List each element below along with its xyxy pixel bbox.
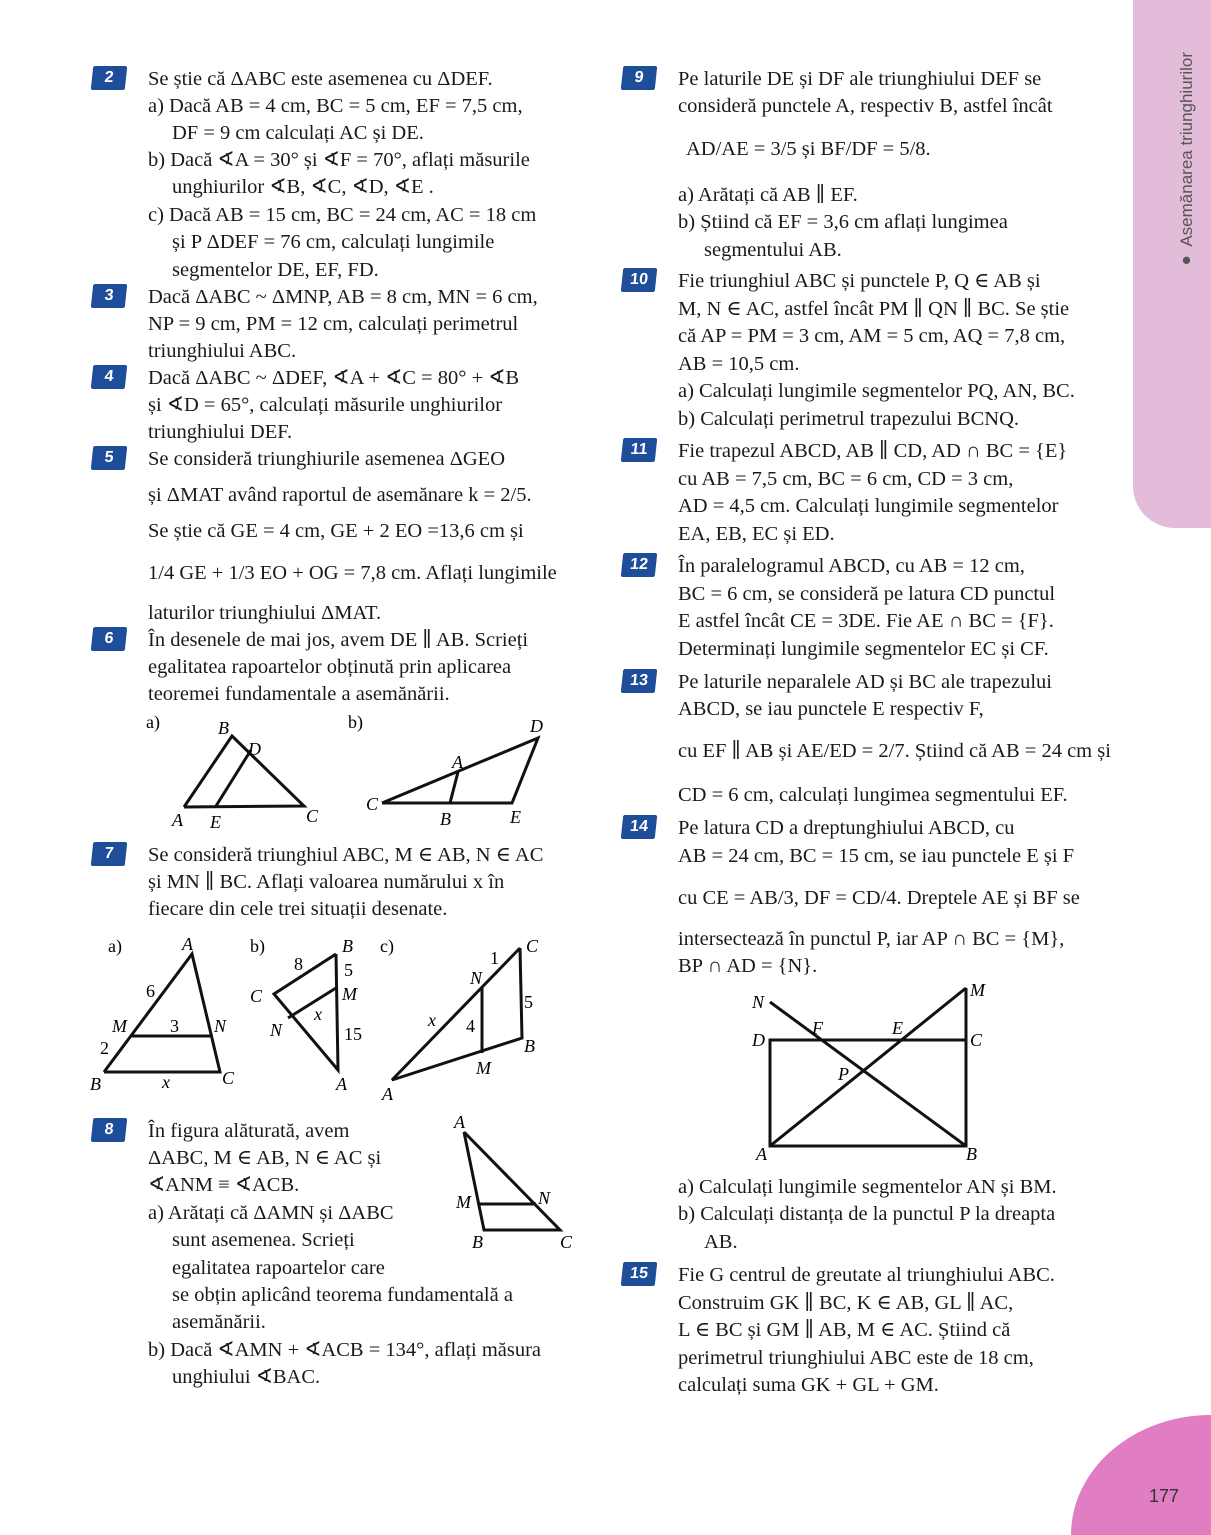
label-E: E <box>210 812 221 832</box>
problem-line: și MN ∥ BC. Aflați valoarea numărului x în <box>148 871 505 893</box>
problem-line: c) Dacă AB = 15 cm, BC = 24 cm, AC = 18 cm <box>148 204 537 226</box>
problem-line: AB = 24 cm, BC = 15 cm, se iau punctele E și F <box>678 845 1075 867</box>
problem-line: Determinați lungimile segmentelor EC și CF. <box>678 638 1049 660</box>
problem-line: Pe laturile neparalele AD și BC ale trapezului <box>678 671 1052 693</box>
problem-line: cu AB = 7,5 cm, BC = 6 cm, CD = 3 cm, <box>678 468 1014 490</box>
problem-line: 1/4 GE + 1/3 EO + OG = 7,8 cm. Aflați lungimile <box>148 562 557 584</box>
problem-line: unghiurilor ∢B, ∢C, ∢D, ∢E . <box>172 176 434 198</box>
label-B: B <box>440 809 451 829</box>
label-N: N <box>538 1188 551 1208</box>
problem-line: AD = 4,5 cm. Calculați lungimile segmentelor <box>678 495 1059 517</box>
value-1: 1 <box>490 948 499 968</box>
figure-tag: a) <box>146 712 160 732</box>
problem-line: Pe laturile DE și DF ale triunghiului DEF se <box>678 68 1042 90</box>
label-M: M <box>456 1192 471 1212</box>
problem-line: BC = 6 cm, se consideră pe latura CD punctul <box>678 583 1056 605</box>
problem-line: cu EF ∥ AB și AE/ED = 2/7. Știind că AB = 24 cm și <box>678 740 1111 762</box>
label-M: M <box>342 984 357 1004</box>
problem-line: calculați suma GK + GL + GM. <box>678 1374 939 1396</box>
page-corner-decoration <box>1071 1415 1211 1535</box>
problem-line: CD = 6 cm, calculați lungimea segmentului EF. <box>678 784 1068 806</box>
problem-line: ∢ANM ≡ ∢ACB. <box>148 1174 300 1196</box>
label-D: D <box>752 1030 765 1050</box>
problem-line: În desenele de mai jos, avem DE ∥ AB. Scrieți <box>148 629 529 651</box>
problem-line: Se consideră triunghiurile asemenea ΔGEO <box>148 448 506 470</box>
problem-line: segmentului AB. <box>704 239 842 261</box>
label-C: C <box>560 1232 573 1252</box>
problem-line: perimetrul triunghiului ABC este de 18 cm, <box>678 1347 1034 1369</box>
label-N: N <box>470 968 483 988</box>
label-F: F <box>812 1018 823 1038</box>
figure-14 <box>740 976 1000 1172</box>
label-B: B <box>342 936 353 956</box>
label-B: B <box>90 1074 101 1092</box>
label-B: B <box>524 1036 535 1056</box>
problem-line: laturilor triunghiului ΔMAT. <box>148 602 382 624</box>
problem-line: că AP = PM = 3 cm, AM = 5 cm, AQ = 7,8 cm, <box>678 325 1066 347</box>
value-15: 15 <box>344 1024 362 1044</box>
problem-line: egalitatea rapoartelor obținută prin aplicarea <box>148 656 512 678</box>
problem-line: și ΔMAT având raportul de asemănare k = 2/5. <box>148 484 532 506</box>
figure-tag: b) <box>250 936 265 956</box>
problem-line: Dacă ΔABC ~ ΔMNP, AB = 8 cm, MN = 6 cm, <box>148 286 538 308</box>
label-P: P <box>838 1064 849 1084</box>
figure-7b <box>244 932 384 1098</box>
problem-line: și ∢D = 65°, calculați măsurile unghiurilor <box>148 394 503 416</box>
label-A: A <box>336 1074 347 1092</box>
figure-tag: a) <box>108 936 122 956</box>
label-A: A <box>382 1084 393 1104</box>
label-C: C <box>222 1068 235 1088</box>
problem-line: b) Dacă ∢A = 30° și ∢F = 70°, aflați măsurile <box>148 149 530 171</box>
label-B: B <box>218 718 229 738</box>
label-A: A <box>454 1112 465 1132</box>
problem-line: EA, EB, EC și ED. <box>678 523 835 545</box>
value-2: 2 <box>100 1038 109 1058</box>
problem-number-badge: 5 <box>91 446 128 470</box>
problem-line: și P ΔDEF = 76 cm, calculați lungimile <box>172 231 495 253</box>
figure-6a <box>140 708 320 839</box>
problem-line: Pe latura CD a dreptunghiului ABCD, cu <box>678 817 1015 839</box>
figure-8 <box>440 1108 590 1264</box>
value-8: 8 <box>294 954 303 974</box>
problem-number-badge: 6 <box>91 627 128 651</box>
label-C: C <box>366 794 379 814</box>
value-3: 3 <box>170 1016 179 1036</box>
figure-7a <box>84 932 244 1098</box>
label-A: A <box>172 810 183 830</box>
problem-line: unghiului ∢BAC. <box>172 1366 321 1388</box>
problem-line: a) Arătați că ΔAMN și ΔABC <box>148 1202 394 1224</box>
problem-number-badge: 14 <box>621 815 658 839</box>
problem-line: asemănării. <box>172 1311 266 1333</box>
value-6: 6 <box>146 981 155 1001</box>
problem-line: În paralelogramul ABCD, cu AB = 12 cm, <box>678 555 1025 577</box>
value-5: 5 <box>524 992 533 1012</box>
problem-number-badge: 12 <box>621 553 658 577</box>
label-M: M <box>112 1016 127 1036</box>
page-number: 177 <box>1148 1486 1179 1506</box>
problem-line: AB. <box>704 1231 738 1253</box>
problem-line: teoremei fundamentale a asemănării. <box>148 683 450 705</box>
problem-line: fiecare din cele trei situații desenate. <box>148 898 448 920</box>
label-C: C <box>250 986 263 1006</box>
problem-line: Se consideră triunghiul ABC, M ∈ AB, N ∈ AC <box>148 844 544 866</box>
problem-number-badge: 13 <box>621 669 658 693</box>
figure-7c <box>376 932 566 1113</box>
problem-line: sunt asemenea. Scrieți <box>172 1229 355 1251</box>
label-M: M <box>476 1058 491 1078</box>
label-D: D <box>248 739 261 759</box>
label-M: M <box>970 980 985 1000</box>
problem-line: Construim GK ∥ BC, K ∈ AB, GL ∥ AC, <box>678 1292 1014 1314</box>
problem-line: b) Dacă ∢AMN + ∢ACB = 134°, aflați măsura <box>148 1339 542 1361</box>
problem-number-badge: 11 <box>621 438 658 462</box>
problem-line: a) Calculați lungimile segmentelor PQ, AN, BC. <box>678 380 1075 402</box>
value-4: 4 <box>466 1016 475 1036</box>
problem-line: L ∈ BC și GM ∥ AB, M ∈ AC. Știind că <box>678 1319 1011 1341</box>
problem-line: BP ∩ AD = {N}. <box>678 955 818 977</box>
problem-line: NP = 9 cm, PM = 12 cm, calculați perimetrul <box>148 313 519 335</box>
label-A: A <box>756 1144 767 1164</box>
label-D: D <box>530 716 543 736</box>
label-E: E <box>510 807 521 827</box>
problem-line: b) Știind că EF = 3,6 cm aflați lungimea <box>678 211 1008 233</box>
problem-line: ΔABC, M ∈ AB, N ∈ AC și <box>148 1147 382 1169</box>
problem-line: Fie triunghiul ABC și punctele P, Q ∈ AB și <box>678 270 1041 292</box>
label-E: E <box>892 1018 903 1038</box>
problem-number-badge: 7 <box>91 842 128 866</box>
problem-line: b) Calculați perimetrul trapezului BCNQ. <box>678 408 1020 430</box>
problem-line: a) Calculați lungimile segmentelor AN și BM. <box>678 1176 1057 1198</box>
problem-line: Fie trapezul ABCD, AB ∥ CD, AD ∩ BC = {E} <box>678 440 1068 462</box>
chapter-side-tab <box>1133 0 1211 528</box>
label-N: N <box>270 1020 283 1040</box>
label-N: N <box>214 1016 227 1036</box>
problem-line: Fie G centrul de greutate al triunghiului ABC. <box>678 1264 1055 1286</box>
problem-number-badge: 15 <box>621 1262 658 1286</box>
problem-line: În figura alăturată, avem <box>148 1120 350 1142</box>
problem-line: ABCD, se iau punctele E respectiv F, <box>678 698 984 720</box>
problem-line: a) Dacă AB = 4 cm, BC = 5 cm, EF = 7,5 cm, <box>148 95 523 117</box>
problem-line: triunghiului ABC. <box>148 340 297 362</box>
label-B: B <box>472 1232 483 1252</box>
problem-line: se obțin aplicând teorema fundamentală a <box>172 1284 513 1306</box>
problem-line: Se știe că ΔABC este asemenea cu ΔDEF. <box>148 68 493 90</box>
problem-line: segmentelor DE, EF, FD. <box>172 259 379 281</box>
problem-line: AD/AE = 3/5 și BF/DF = 5/8. <box>686 138 931 160</box>
problem-line: b) Calculați distanța de la punctul P la dreapta <box>678 1203 1056 1225</box>
label-x: x <box>314 1004 322 1024</box>
problem-line: consideră punctele A, respectiv B, astfel încât <box>678 95 1053 117</box>
label-x: x <box>162 1072 170 1092</box>
problem-line: intersectează în punctul P, iar AP ∩ BC = {M}, <box>678 928 1065 950</box>
problem-line: M, N ∈ AC, astfel încât PM ∥ QN ∥ BC. Se știe <box>678 298 1070 320</box>
figure-tag: c) <box>380 936 394 956</box>
problem-line: egalitatea rapoartelor care <box>172 1257 385 1279</box>
problem-number-badge: 10 <box>621 268 658 292</box>
figure-tag: b) <box>348 712 363 732</box>
label-x: x <box>428 1010 436 1030</box>
problem-line: Se știe că GE = 4 cm, GE + 2 EO =13,6 cm și <box>148 520 524 542</box>
label-C: C <box>306 806 319 826</box>
label-A: A <box>182 934 193 954</box>
label-C: C <box>970 1030 983 1050</box>
problem-number-badge: 9 <box>621 66 658 90</box>
problem-number-badge: 3 <box>91 284 128 308</box>
label-N: N <box>752 992 765 1012</box>
problem-line: E astfel încât CE = 3DE. Fie AE ∩ BC = {F}. <box>678 610 1054 632</box>
problem-line: Dacă ΔABC ~ ΔDEF, ∢A + ∢C = 80° + ∢B <box>148 367 520 389</box>
value-5: 5 <box>344 960 353 980</box>
label-C: C <box>526 936 539 956</box>
problem-line: a) Arătați că AB ∥ EF. <box>678 184 858 206</box>
figure-6b <box>340 708 560 839</box>
label-B: B <box>966 1144 977 1164</box>
problem-line: DF = 9 cm calculați AC și DE. <box>172 122 424 144</box>
problem-line: triunghiului DEF. <box>148 421 293 443</box>
problem-number-badge: 8 <box>91 1118 128 1142</box>
problem-number-badge: 4 <box>91 365 128 389</box>
problem-number-badge: 2 <box>91 66 128 90</box>
label-A: A <box>452 752 463 772</box>
problem-line: cu CE = AB/3, DF = CD/4. Dreptele AE și BF se <box>678 887 1080 909</box>
problem-line: AB = 10,5 cm. <box>678 353 800 375</box>
chapter-title: ● Asemănarea triunghiurilor <box>1177 52 1196 271</box>
